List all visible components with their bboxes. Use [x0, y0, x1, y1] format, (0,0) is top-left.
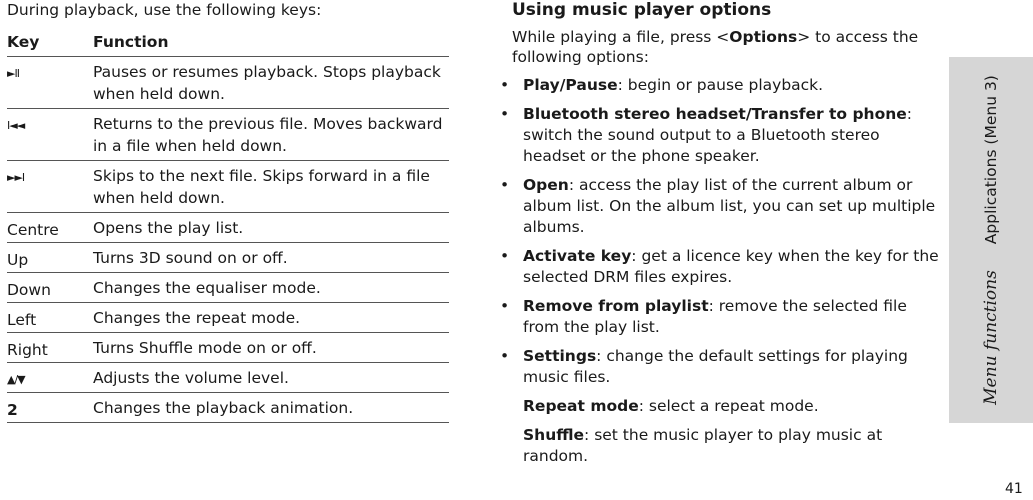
next-key-icon: ►►I [7, 161, 93, 213]
option-desc: : get a licence key when the key for the selected DRM files expires. [523, 247, 939, 286]
table-row [7, 333, 449, 363]
list-item [500, 175, 942, 238]
list-item [500, 346, 942, 388]
table-cell-key: Down [7, 273, 93, 303]
table-row [7, 161, 449, 213]
option-term: Activate key [523, 247, 632, 265]
table-cell-key: Right [7, 333, 93, 363]
bullet-icon: • [500, 176, 510, 194]
table-row [7, 109, 449, 161]
section-name: Menu functions [981, 270, 1001, 405]
options-key-label: Options [729, 28, 798, 46]
bullet-icon: • [500, 297, 510, 315]
option-desc: : change the default settings for playing music files. [523, 347, 908, 386]
table-cell-function: Skips to the next file. Skips forward in a file when held down. [93, 161, 449, 213]
option-desc: : remove the selected file from the play list. [523, 297, 907, 336]
section-heading: Using music player options [512, 0, 772, 20]
bullet-icon: • [500, 76, 510, 94]
volume-key-icon: ▲/▼ [7, 363, 93, 393]
playback-keys-intro: During playback, use the following keys: [7, 1, 322, 19]
bullet-icon: • [500, 105, 510, 123]
playback-keys-table [7, 30, 449, 423]
subsection-name: Applications (Menu 3) [982, 75, 1000, 245]
list-item [500, 246, 942, 288]
table-cell-function: Returns to the previous file. Moves backward in a file when held down. [93, 109, 449, 161]
sub-option-shuffle [512, 425, 942, 467]
list-item [500, 104, 942, 167]
options-intro [512, 27, 942, 67]
table-cell-function: Changes the playback animation. [93, 393, 449, 423]
sub-option-term: Repeat mode [523, 397, 639, 415]
option-desc: : begin or pause playback. [617, 76, 824, 94]
table-cell-function: Turns Shuffle mode on or off. [93, 333, 449, 363]
option-term: Bluetooth stereo headset/Transfer to phone [523, 105, 907, 123]
table-row [7, 273, 449, 303]
table-row [7, 243, 449, 273]
option-term: Remove from playlist [523, 297, 709, 315]
intro-text: While playing a file, press < [512, 28, 730, 46]
sub-option-repeat-mode [512, 396, 942, 417]
intro-text: > to access the following options: [512, 28, 919, 66]
table-row [7, 303, 449, 333]
list-item [500, 75, 942, 96]
table-cell-function: Pauses or resumes playback. Stops playback when held down. [93, 57, 449, 109]
option-term: Play/Pause [523, 76, 618, 94]
table-cell-function: Turns 3D sound on or off. [93, 243, 449, 273]
table-cell-function: Changes the equaliser mode. [93, 273, 449, 303]
table-row [7, 213, 449, 243]
options-list [500, 75, 942, 388]
list-item [500, 296, 942, 338]
side-tab-label [949, 57, 1033, 423]
table-cell-function: Opens the play list. [93, 213, 449, 243]
bullet-icon: • [500, 347, 510, 365]
option-term: Settings [523, 347, 597, 365]
table-row [7, 363, 449, 393]
sub-option-desc: : select a repeat mode. [638, 397, 819, 415]
table-cell-function: Changes the repeat mode. [93, 303, 449, 333]
previous-key-icon: I◄◄ [7, 109, 93, 161]
option-term: Open [523, 176, 569, 194]
table-row [7, 393, 449, 423]
table-row [7, 57, 449, 109]
page-number: 41 [1005, 481, 1023, 497]
column-header-key: Key [7, 30, 93, 57]
option-desc: : access the play list of the current album or album list. On the album list, you can set up multiple albums. [523, 176, 936, 236]
column-header-function: Function [93, 30, 449, 57]
table-cell-key: Centre [7, 213, 93, 243]
table-cell-key: Left [7, 303, 93, 333]
bullet-icon: • [500, 247, 510, 265]
sub-option-desc: : set the music player to play music at random. [523, 426, 883, 465]
sub-option-term: Shuffle [523, 426, 585, 444]
option-desc: : switch the sound output to a Bluetooth stereo headset or the phone speaker. [523, 105, 913, 165]
play-pause-key-icon: ►II [7, 57, 93, 109]
music-player-options-section [500, 0, 942, 467]
table-cell-key: Up [7, 243, 93, 273]
table-cell-function: Adjusts the volume level. [93, 363, 449, 393]
table-cell-key: 2 [7, 393, 93, 423]
